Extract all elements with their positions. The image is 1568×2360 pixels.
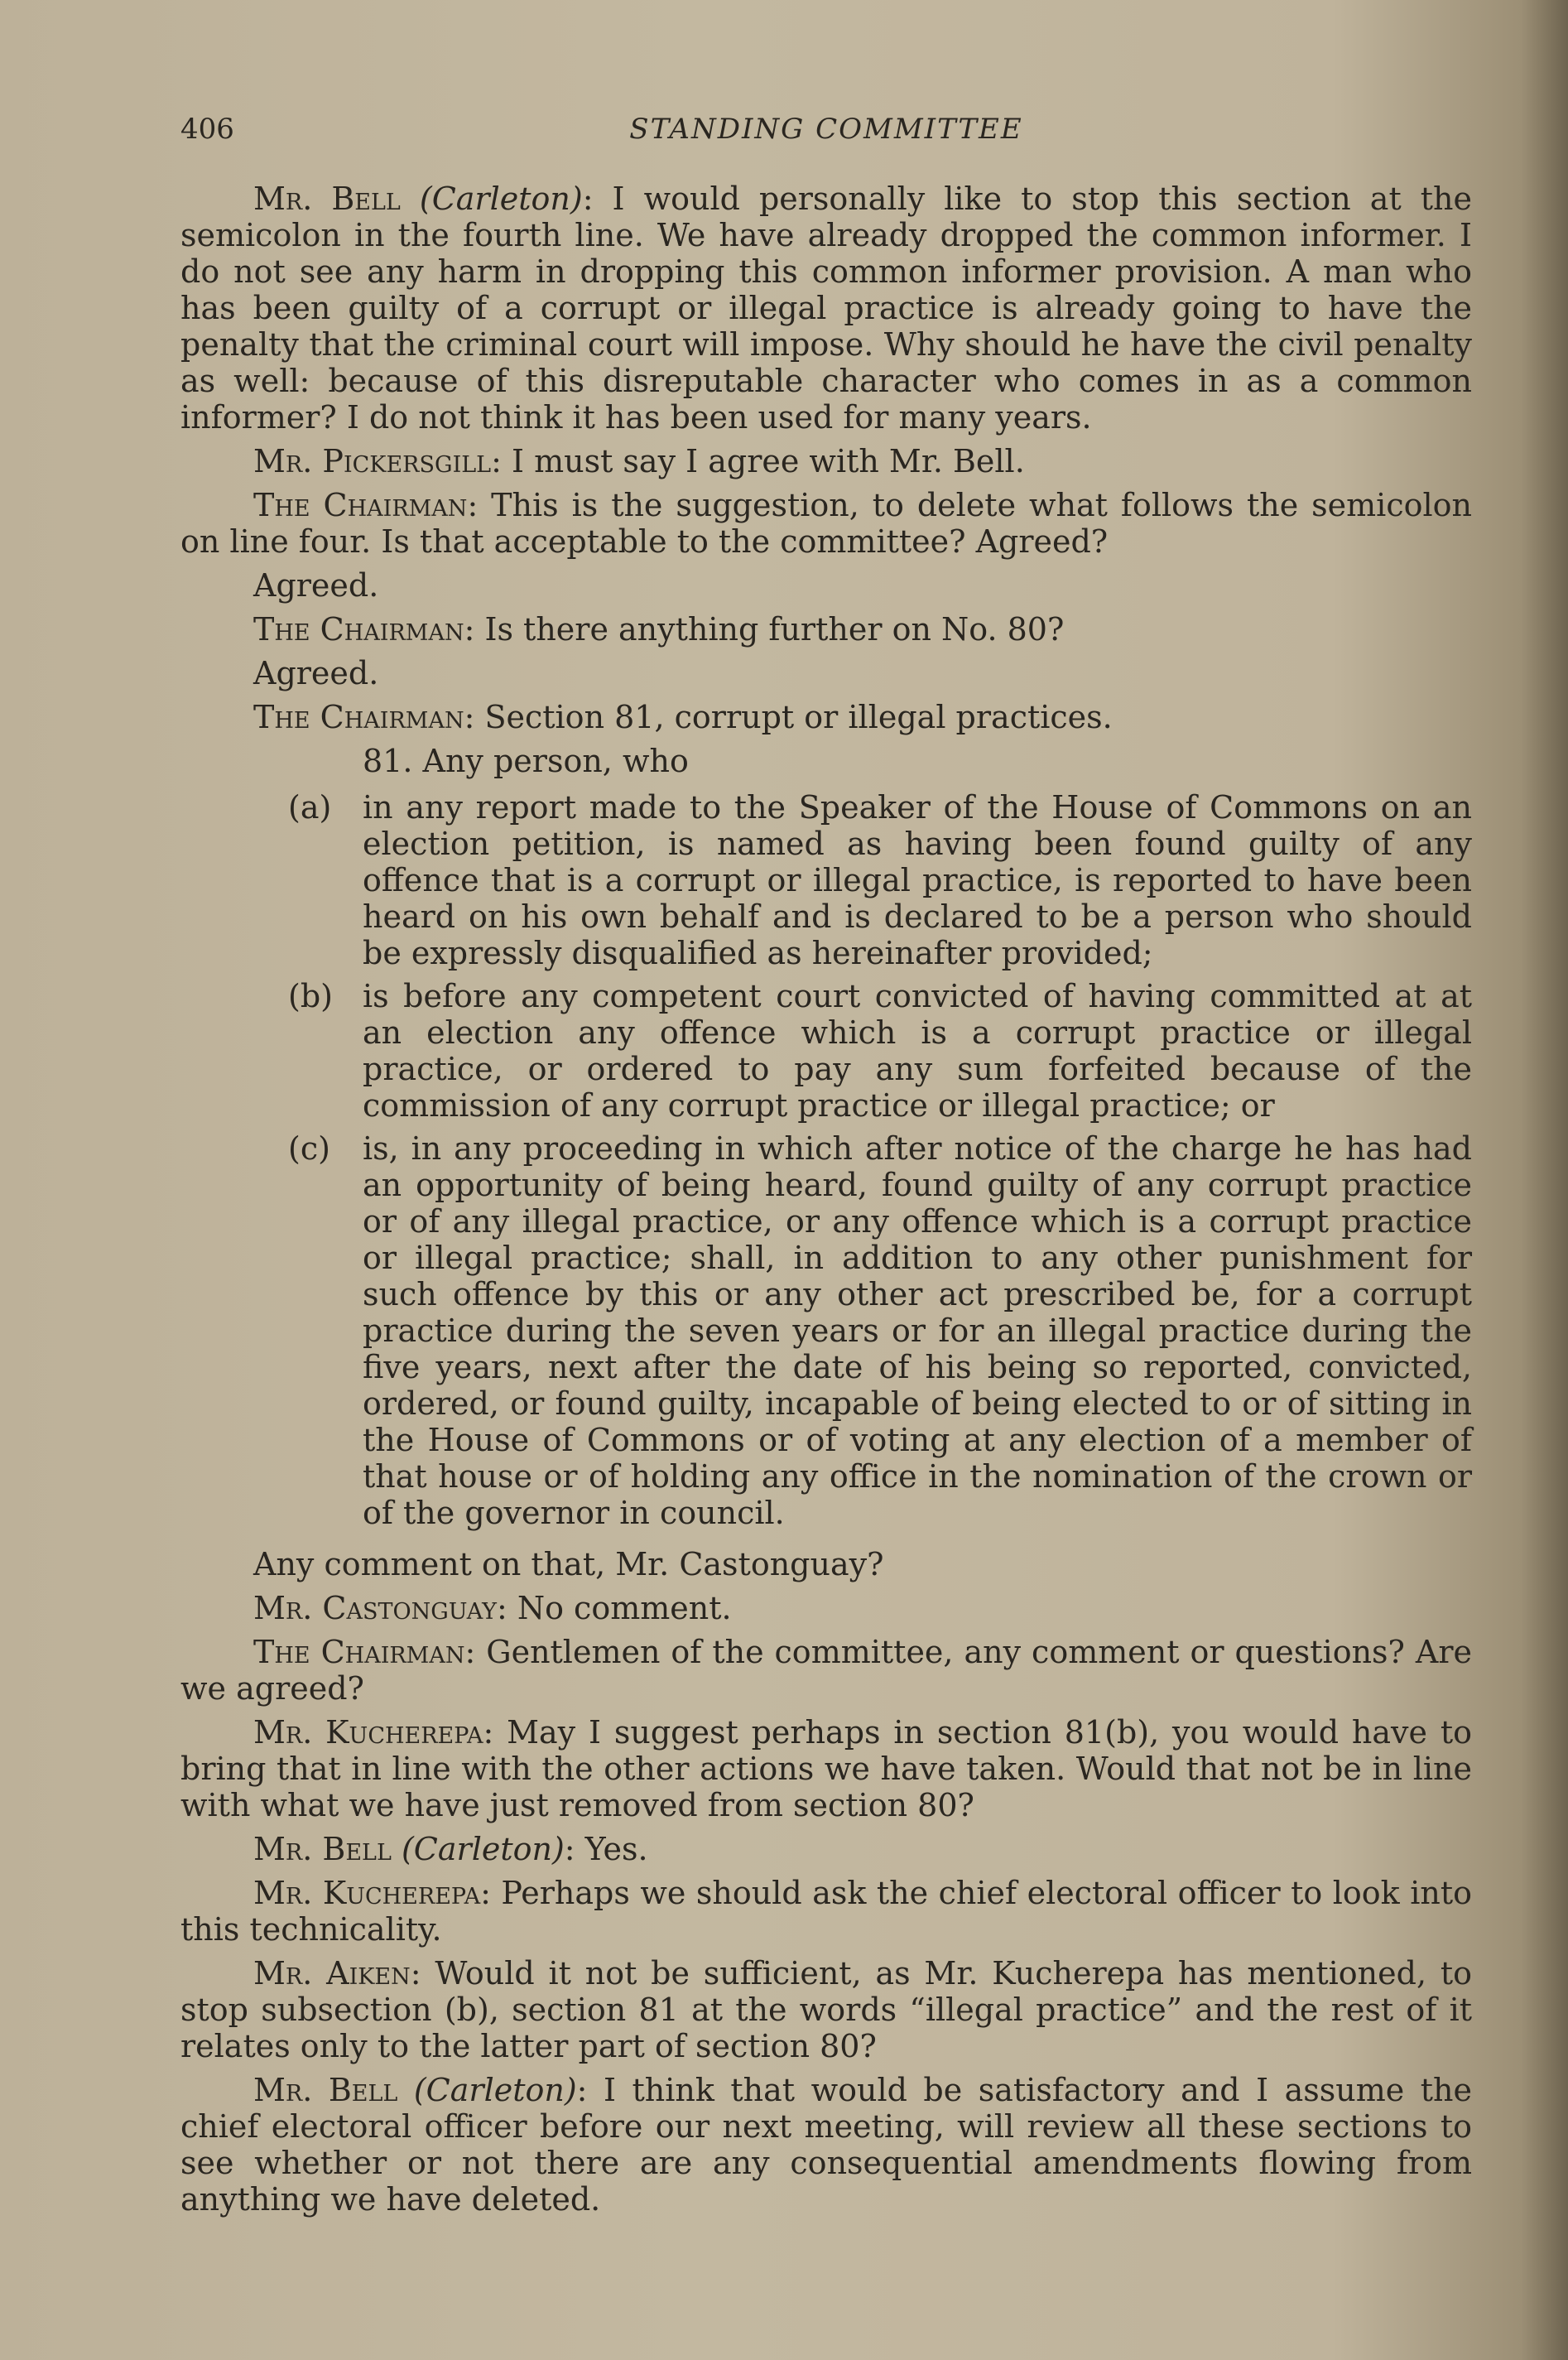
paragraph-text: : No comment. <box>496 1590 732 1626</box>
speaker-name: Mr. Castonguay <box>253 1590 497 1626</box>
speaker-name: The Chairman <box>253 699 464 735</box>
paragraph-text: : I think that would be satisfactory and I assume the chief electoral officer before our next meeting, will review all these sections to see whether or not there are any consequential amendments flowing from anything we have deleted. <box>180 2072 1472 2218</box>
paragraph-text: : I would personally like to stop this section at the semicolon in the fourth line. We have already dropped the common informer. I do not see any harm in dropping this common informer provision. A man who has been guilty of a corrupt or illegal practice is already going to have the penalty that the criminal court will impose. Why should he have the civil penalty as well: because of this disreputable character who comes in as a common informer? I do not think it has been used for many years. <box>180 181 1472 436</box>
speaker-name: Mr. Kucherepa <box>253 1714 483 1751</box>
item-label: (c) <box>288 1130 330 1167</box>
paragraph-text: : Section 81, corrupt or illegal practices. <box>464 699 1113 735</box>
speaker-name: Mr. Pickersgill <box>253 443 492 479</box>
paragraph-text: : Perhaps we should ask the chief electoral officer to look into this technicality. <box>180 1875 1472 1948</box>
speaker-name: The Chairman <box>253 487 468 523</box>
speaker-name: Mr. Bell <box>253 181 401 217</box>
paragraph-text: : Yes. <box>564 1831 648 1867</box>
speaker-name: Mr. Aiken <box>253 1955 411 1992</box>
paragraph-chairman-4 <box>180 1634 1472 1707</box>
paragraph-text: : Is there anything further on No. 80? <box>464 611 1065 648</box>
paragraph-kucherepa-2 <box>180 1875 1472 1948</box>
item-text: in any report made to the Speaker of the House of Commons on an election petition, is named as having been found guilty of any offence that is a corrupt or illegal practice, is reported to have been heard on his own behalf and is declared to be a person who should be expressly disqualified as hereinafter provided; <box>363 789 1472 971</box>
paragraph-text: : This is the suggestion, to delete what follows the semicolon on line four. Is that acceptable to the committee? Agreed? <box>180 487 1472 560</box>
speaker-name: The Chairman <box>253 611 464 648</box>
paragraph-bell-1 <box>180 181 1472 436</box>
paragraph-kucherepa-1 <box>180 1714 1472 1823</box>
paragraph-comment-question: Any comment on that, Mr. Castonguay? <box>253 1546 884 1582</box>
paragraph-text: : May I suggest perhaps in section 81(b), you would have to bring that in line with the other actions we have taken. Would that not be in line with what we have just removed from section 80? <box>180 1714 1472 1823</box>
paragraph-castonguay <box>180 1590 1472 1626</box>
paragraph-chairman-1 <box>180 487 1472 560</box>
item-label: (b) <box>288 978 333 1014</box>
speaker-name: Mr. Bell <box>253 1831 392 1867</box>
paragraph-agreed-2: Agreed. <box>253 655 379 691</box>
section-81-heading: 81. Any person, who <box>363 743 689 779</box>
section-81-item-a <box>180 789 1472 971</box>
speaker-name: Mr. Kucherepa <box>253 1875 481 1911</box>
paragraph-text: : I must say I agree with Mr. Bell. <box>491 443 1025 479</box>
speaker-name: The Chairman <box>253 1634 465 1670</box>
running-title: STANDING COMMITTEE <box>629 113 1023 146</box>
item-label: (a) <box>288 789 332 826</box>
item-text: is, in any proceeding in which after notice of the charge he has had an opportunity of being heard, found guilty of any corrupt practice or of any illegal practice, or any offence which is a corrupt practice or illegal practice; shall, in addition to any other punishment for such offence by this or any other act prescribed be, for a corrupt practice during the seven years or for an illegal practice during the five years, next after the date of his being so reported, convicted, ordered, or found guilty, incapable of being elected to or of sitting in the House of Commons or of voting at any election of a member of that house or of holding any office in the nomination of the crown or of the governor in council. <box>363 1130 1472 1531</box>
paragraph-pickersgill <box>180 443 1472 479</box>
paragraph-text: : Gentlemen of the committee, any comment or questions? Are we agreed? <box>180 1634 1472 1707</box>
paragraph-chairman-3 <box>180 699 1472 735</box>
speaker-riding: (Carleton) <box>413 2072 577 2108</box>
page-header <box>180 106 1472 147</box>
section-81-item-c <box>180 1130 1472 1531</box>
section-81-item-b <box>180 978 1472 1124</box>
page-number: 406 <box>180 113 234 146</box>
speaker-riding: (Carleton) <box>419 181 583 217</box>
paragraph-bell-3 <box>180 2072 1472 2218</box>
paragraph-bell-2 <box>180 1831 1472 1867</box>
item-text: is before any competent court convicted of having committed at at an election any offence which is a corrupt practice or illegal practice, or ordered to pay any sum forfeited because of the commission of any corrupt practice or illegal practice; or <box>363 978 1472 1124</box>
paragraph-aiken <box>180 1955 1472 2064</box>
speaker-name: Mr. Bell <box>253 2072 398 2108</box>
paragraph-text: : Would it not be sufficient, as Mr. Kucherepa has mentioned, to stop subsection (b), section 81 at the words “illegal practice” and the rest of it relates only to the latter part of section 80? <box>180 1955 1472 2064</box>
speaker-riding: (Carleton) <box>401 1831 565 1867</box>
paragraph-agreed-1: Agreed. <box>253 567 379 604</box>
page-body <box>180 181 1472 2225</box>
paragraph-chairman-2 <box>180 611 1472 648</box>
